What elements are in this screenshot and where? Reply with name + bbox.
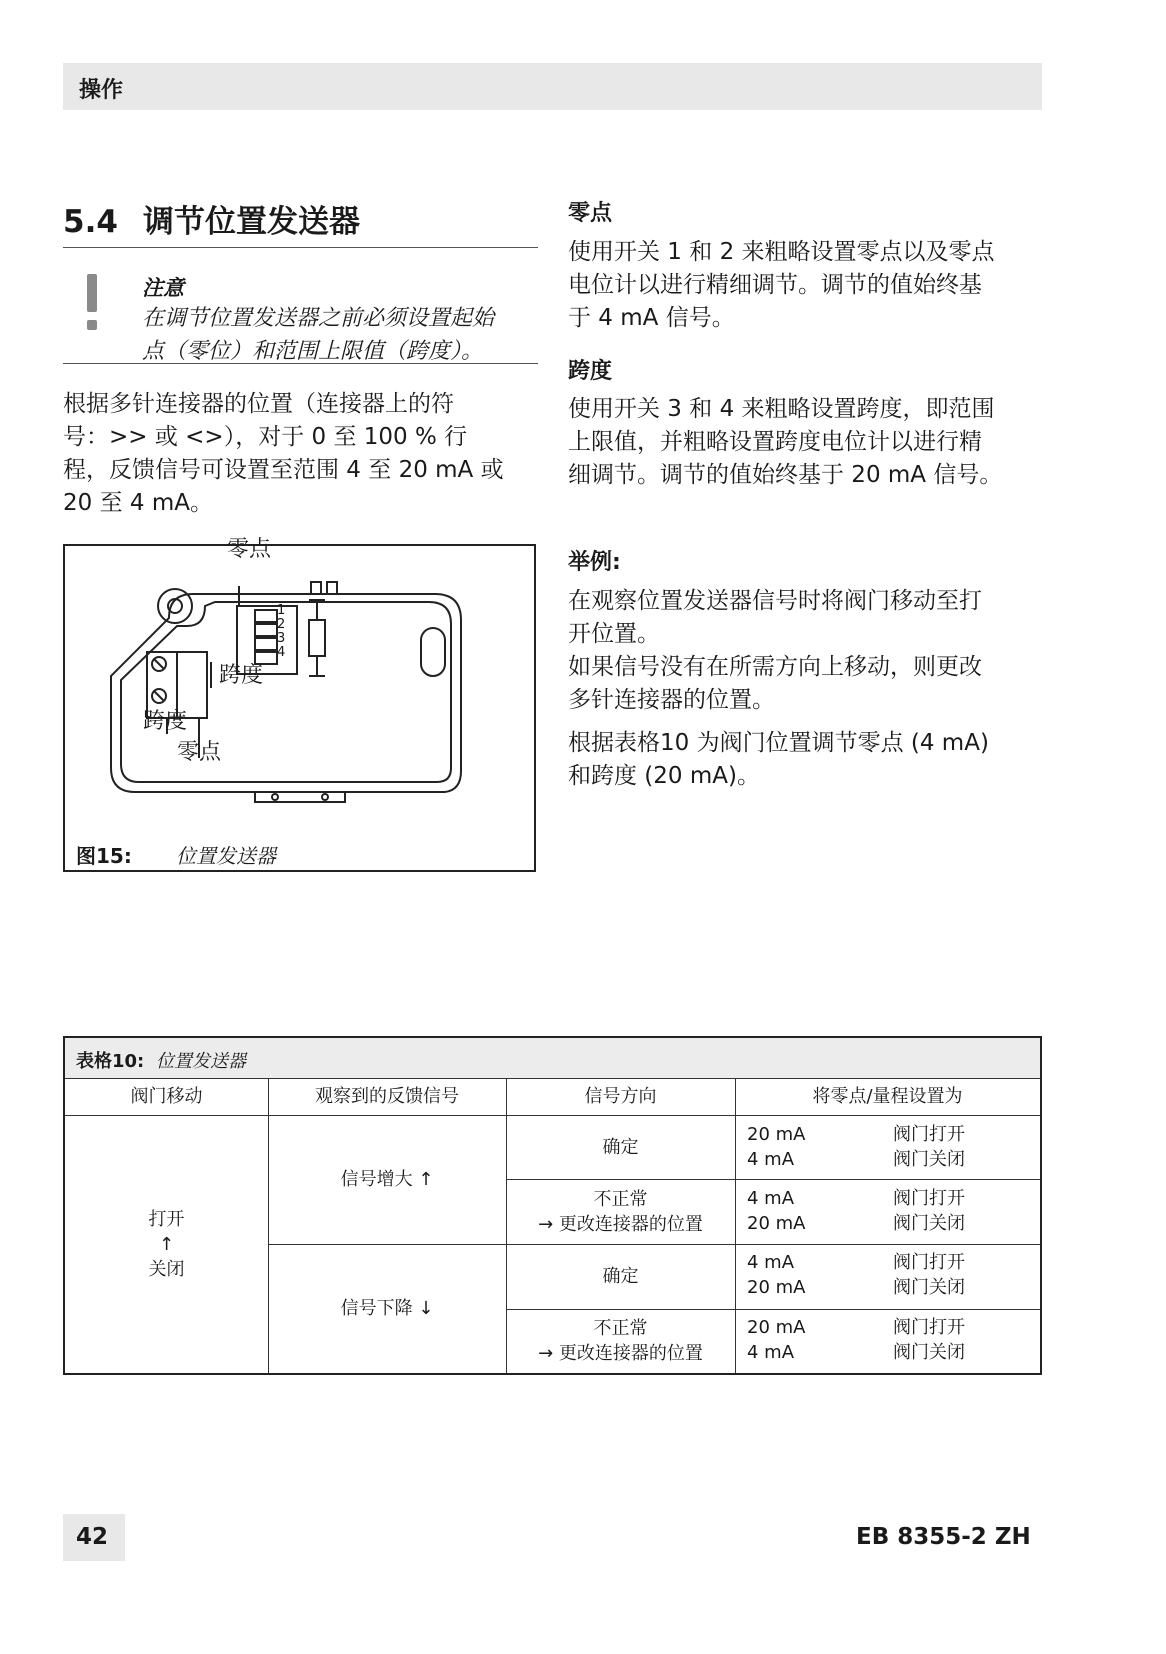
section-title-text: 调节位置发送器 [143, 204, 360, 240]
page-number-box [63, 1514, 125, 1561]
position-cell: 阀门打开 [893, 1124, 965, 1145]
span-heading: 跨度 [568, 359, 613, 384]
notice-title: 注意 [142, 276, 184, 300]
page-number: 42 [76, 1524, 109, 1550]
signal-cell: 信号增大 ↑ [340, 1169, 434, 1190]
value-cell: 4 mA [747, 1149, 795, 1170]
intro-line: 程，反馈信号可设置至范围 4 至 20 mA 或 [63, 457, 504, 483]
span-line: 使用开关 3 和 4 来粗略设置跨度，即范围 [568, 396, 995, 422]
value-cell: 4 mA [747, 1188, 795, 1209]
movement-cell: 打开 ↑ 关闭 [148, 1208, 185, 1280]
intro-line: 号：>> 或 <>），对于 0 至 100 % 行 [63, 424, 468, 450]
direction-cell: 不正常 → 更改连接器的位置 [538, 1318, 703, 1364]
direction-cell: 确定 [602, 1266, 639, 1287]
zero-paragraph [568, 236, 1038, 335]
zero-line: 于 4 mA 信号。 [568, 305, 735, 331]
example-line: 在观察位置发送器信号时将阀门移动至打 [568, 588, 982, 614]
example-line: 多针连接器的位置。 [568, 687, 775, 713]
table-number: 表格10: [76, 1051, 145, 1072]
figure-position-transmitter [63, 537, 536, 872]
example-line: 根据表格10 为阀门位置调节零点 (4 mA) [568, 730, 989, 756]
label-span-mid: 跨度 [219, 663, 264, 688]
intro-paragraph [63, 388, 543, 520]
table-header-cell: 观察到的反馈信号 [315, 1086, 459, 1107]
header-section-label: 操作 [79, 78, 124, 103]
span-line: 细调节。调节的值始终基于 20 mA 信号。 [568, 462, 1003, 488]
zero-heading: 零点 [568, 201, 613, 226]
notice-bottom-rule [63, 363, 538, 364]
direction-cell: 不正常 → 更改连接器的位置 [538, 1188, 703, 1235]
label-zero-bottom: 零点 [177, 740, 222, 765]
header-bar [63, 63, 1042, 110]
notice-line: 点（零位）和范围上限值（跨度）。 [142, 339, 484, 364]
position-cell: 阀门关闭 [893, 1277, 965, 1298]
value-cell: 20 mA [747, 1317, 806, 1338]
intro-line: 20 至 4 mA。 [63, 490, 213, 516]
exclamation-icon [87, 274, 97, 332]
position-cell: 阀门打开 [893, 1188, 965, 1209]
notice-top-rule [63, 247, 538, 248]
notice-line: 在调节位置发送器之前必须设置起始 [142, 306, 495, 331]
table-name: 位置发送器 [156, 1051, 246, 1072]
example-line: 如果信号没有在所需方向上移动，则更改 [568, 654, 982, 680]
position-transmitter-diagram [65, 546, 534, 870]
value-cell: 4 mA [747, 1342, 795, 1363]
label-span-left: 跨度 [143, 709, 188, 734]
figure-caption-text: 位置发送器 [176, 844, 276, 868]
example-paragraph-1 [568, 585, 1038, 717]
notice-text [142, 302, 540, 368]
switch-numbers: 1 2 3 4 [277, 603, 286, 660]
position-cell: 阀门打开 [893, 1252, 965, 1273]
figure-caption-number: 图15: [76, 844, 132, 868]
position-cell: 阀门打开 [893, 1317, 965, 1338]
example-line: 和跨度 (20 mA)。 [568, 763, 760, 789]
value-cell: 20 mA [747, 1124, 806, 1145]
position-cell: 阀门关闭 [893, 1342, 965, 1363]
position-cell: 阀门关闭 [893, 1213, 965, 1234]
signal-cell: 信号下降 ↓ [340, 1298, 434, 1319]
value-cell: 20 mA [747, 1213, 806, 1234]
example-heading: 举例: [568, 550, 621, 575]
section-title [63, 196, 360, 241]
position-cell: 阀门关闭 [893, 1149, 965, 1170]
section-number: 5.4 [63, 204, 118, 240]
value-cell: 20 mA [747, 1277, 806, 1298]
zero-line: 使用开关 1 和 2 来粗略设置零点以及零点 [568, 239, 995, 265]
span-paragraph [568, 393, 1038, 492]
zero-line: 电位计以进行精细调节。调节的值始终基 [568, 272, 982, 298]
intro-line: 根据多针连接器的位置（连接器上的符 [63, 391, 454, 417]
table-header-cell: 信号方向 [584, 1086, 657, 1107]
table-header-cell: 将零点/量程设置为 [812, 1086, 963, 1107]
span-line: 上限值，并粗略设置跨度电位计以进行精 [568, 429, 982, 455]
document-code: EB 8355-2 ZH [856, 1524, 1031, 1550]
table-position-transmitter [63, 1036, 1042, 1375]
table-header-cell: 阀门移动 [130, 1086, 203, 1107]
direction-cell: 确定 [602, 1136, 639, 1158]
label-zero-top: 零点 [227, 537, 272, 562]
table-title-row [65, 1038, 1040, 1079]
example-line: 开位置。 [568, 621, 660, 647]
example-paragraph-2 [568, 727, 1038, 793]
value-cell: 4 mA [747, 1252, 795, 1273]
